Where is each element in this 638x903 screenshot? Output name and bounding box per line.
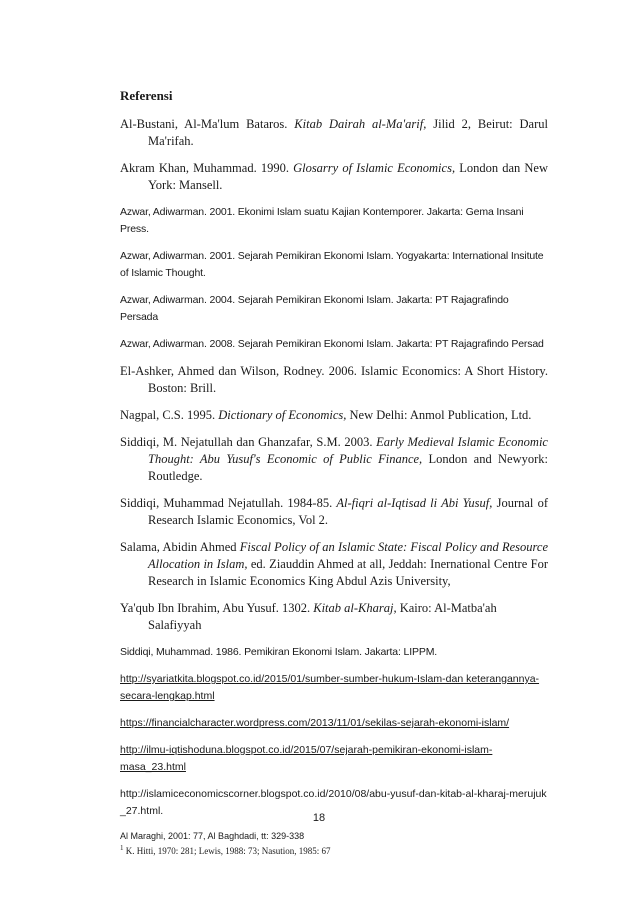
- reference-link[interactable]: [120, 715, 548, 732]
- references-heading: Referensi: [120, 88, 173, 103]
- reference-entry: Siddiqi, Muhammad Nejatullah. 1984-85. Al-fiqri al-Iqtisad li Abi Yusuf, Journal of Research Islamic Economics, Vol 2.: [120, 496, 548, 527]
- reference-entry: Nagpal, C.S. 1995. Dictionary of Economics, New Delhi: Anmol Publication, Ltd.: [120, 408, 532, 422]
- reference-entry: El-Ashker, Ahmed dan Wilson, Rodney. 2006. Islamic Economics: A Short History. Boston: Brill.: [120, 364, 548, 395]
- reference-url-text: http://islamiceconomicscorner.blogspot.co.id/2010/08/abu-yusuf-dan-kitab-al-kharaj-merujuk_27.html.: [120, 788, 547, 817]
- reference-entry: Azwar, Adiwarman. 2008. Sejarah Pemikiran Ekonomi Islam. Jakarta: PT Rajagrafindo Persad: [120, 338, 544, 350]
- footnote-mark: 1: [120, 844, 124, 852]
- reference-entry: Azwar, Adiwarman. 2001. Sejarah Pemikiran Ekonomi Islam. Yogyakarta: International Insitute of Islamic Thought.: [120, 250, 544, 279]
- reference-entry: Azwar, Adiwarman. 2001. Ekonimi Islam suatu Kajian Kontemporer. Jakarta: Gema Insani Press.: [120, 206, 524, 235]
- reference-entry: Akram Khan, Muhammad. 1990. Glosarry of Islamic Economics, London dan New York: Mansell.: [120, 161, 548, 192]
- page-number: 18: [312, 812, 326, 824]
- reference-entry: Salama, Abidin Ahmed Fiscal Policy of an Islamic State: Fiscal Policy and Resource Allocation in Islam, ed. Ziauddin Ahmed at all, Jeddah: Inernational Centre For Research in Islamic Economics King Abdul Azis University,: [120, 540, 549, 588]
- reference-link[interactable]: [120, 671, 548, 705]
- reference-entry: Al-Bustani, Al-Ma'lum Bataros. Kitab Dairah al-Ma'arif, Jilid 2, Beirut: Darul Ma'rifah.: [120, 117, 548, 148]
- url-link[interactable]: http://syariatkita.blogspot.co.id/2015/01/sumber-sumber-hukum-Islam-dan keterangannya-secara-lengkap.html: [120, 673, 540, 702]
- footnote: $^1$ K. Hitti, 1970: 281; Lewis, 1988: 73; Nasution, 1985: 67: [120, 844, 331, 856]
- reference-entry: Ya'qub Ibn Ibrahim, Abu Yusuf. 1302. Kitab al-Kharaj, Kairo: Al-Matba'ah Salafiyyah: [120, 601, 497, 632]
- reference-link[interactable]: [120, 742, 548, 776]
- reference-entry: Azwar, Adiwarman. 2004. Sejarah Pemikiran Ekonomi Islam. Jakarta: PT Rajagrafindo Persada: [120, 294, 509, 323]
- url-link[interactable]: http://ilmu-iqtishoduna.blogspot.co.id/2015/07/sejarah-pemikiran-ekonomi-islam-masa_23.html: [120, 744, 493, 773]
- reference-page: [120, 88, 548, 857]
- reference-entry: Siddiqi, M. Nejatullah dan Ghanzafar, S.M. 2003. Early Medieval Islamic Economic Thought: Abu Yusuf's Economic of Public Finance, London and Newyork: Routledge.: [120, 435, 549, 483]
- reference-list: [120, 116, 548, 661]
- reference-entry: Siddiqi, Muhammad. 1986. Pemikiran Ekonomi Islam. Jakarta: LIPPM.: [120, 646, 438, 658]
- footnote: Al Maraghi, 2001: 77, Al Baghdadi, tt: 329-338: [120, 831, 305, 841]
- url-link[interactable]: https://financialcharacter.wordpress.com/2013/11/01/sekilas-sejarah-ekonomi-islam/: [120, 717, 510, 729]
